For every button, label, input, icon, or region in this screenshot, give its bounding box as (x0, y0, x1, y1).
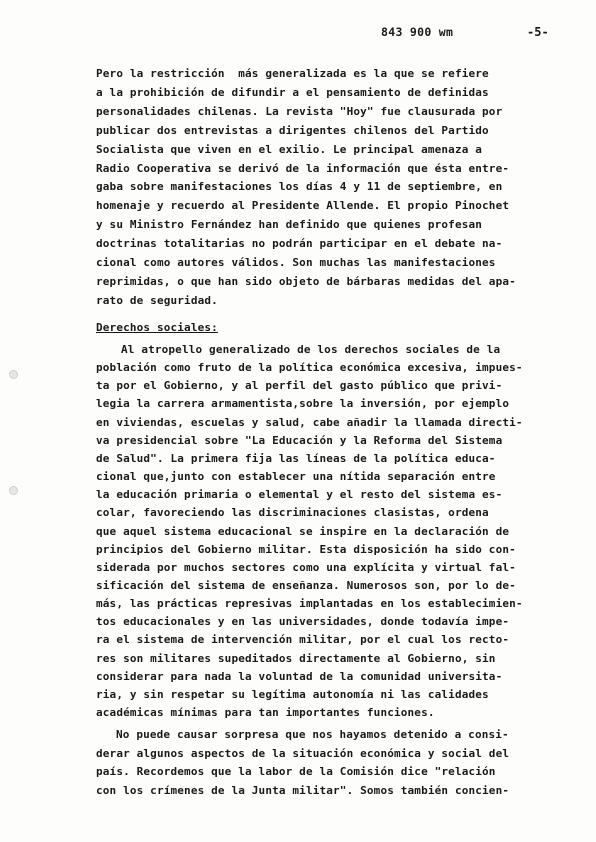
text-line: considerar para nada la voluntad de la comunidad universita- (96, 669, 503, 683)
text-line: principios del Gobierno militar. Esta disposición ha sido con- (96, 542, 516, 556)
section-heading: Derechos sociales: (96, 321, 218, 334)
text-line: académicas mínimas para tan importantes funciones. (96, 706, 435, 719)
text-line: población como fruto de la política económica excesiva, impues- (96, 361, 523, 375)
text-line: la educación primaria o elemental y el resto del sistema es- (96, 488, 503, 502)
text-line: rato de seguridad. (96, 293, 218, 307)
punch-hole (9, 370, 18, 379)
text-line: sificación del sistema de enseñanza. Numerosos son, por lo de- (96, 578, 516, 592)
text-line: res son militares supeditados directamente al Gobierno, sin (96, 651, 496, 665)
text-line: Socialista que viven en el exilio. Le principal amenaza a (96, 142, 483, 156)
text-line: va presidencial sobre "La Educación y la Reforma del Sistema (96, 433, 503, 447)
text-line: No puede causar sorpresa que nos hayamos detenido a consi- (116, 728, 509, 741)
text-line: siderada por muchos sectores como una explícita y virtual fal- (96, 560, 516, 574)
page-number: -5- (527, 25, 549, 39)
text-line: tos educacionales y en las universidades, donde todavía impe- (96, 615, 510, 629)
text-line: personalidades chilenas. La revista "Hoy" fue clausurada por (96, 104, 503, 118)
text-line: país. Recordemos que la labor de la Comisión dice "relación (96, 765, 496, 779)
text-line: reprimidas, o que han sido objeto de bárbaras medidas del apa- (96, 274, 516, 288)
text-line: publicar dos entrevistas a dirigentes chilenos del Partido (96, 123, 489, 137)
text-line: Al atropello generalizado de los derechos sociales de la (121, 343, 501, 356)
text-line: doctrinas totalitarias no podrán participar en el debate na- (96, 237, 503, 251)
text-line: y su Ministro Fernández han definido que quienes profesan (96, 218, 483, 232)
text-line: Radio Cooperativa se derivó de la información que ésta entre- (96, 161, 510, 175)
text-line: gaba sobre manifestaciones los días 4 y 11 de septiembre, en (96, 180, 503, 194)
text-line: en viviendas, escuelas y salud, cabe añadir la llamada directi- (96, 415, 523, 429)
text-line: más, las prácticas represivas implantadas en los establecimien- (96, 597, 523, 611)
text-line: homenaje y recuerdo al Presidente Allende. El propio Pinochet (96, 199, 510, 213)
text-line: cional que,junto con establecer una nítida separación entre (96, 470, 496, 484)
text-line: de Salud". La primera fija las líneas de la política educa- (96, 451, 496, 465)
text-line: con los crímenes de la Junta militar". Somos también concien- (96, 783, 510, 797)
text-line: ra el sistema de intervención militar, por el cual los recto- (96, 633, 510, 647)
text-line: Pero la restricción más generalizada es la que se refiere (96, 67, 489, 80)
text-line: a la prohibición de difundir a el pensamiento de definidas (96, 85, 489, 99)
text-line: cional como autores válidos. Son muchas las manifestaciones (96, 256, 496, 269)
text-line: que aquel sistema educacional se inspire en la declaración de (96, 524, 510, 538)
text-line: ta por el Gobierno, y al perfil del gasto público que privi- (96, 379, 503, 393)
text-line: derar algunos aspectos de la situación económica y social del (96, 746, 510, 760)
text-line: colar, favoreciendo las discriminaciones clasistas, ordena (96, 506, 489, 520)
text-line: ria, y sin respetar su legítima autonomía ni las calidades (96, 687, 489, 701)
punch-hole (9, 486, 18, 495)
document-reference: 843 900 wm (381, 25, 454, 39)
text-line: legia la carrera armamentista,sobre la inversión, por ejemplo (96, 397, 510, 411)
